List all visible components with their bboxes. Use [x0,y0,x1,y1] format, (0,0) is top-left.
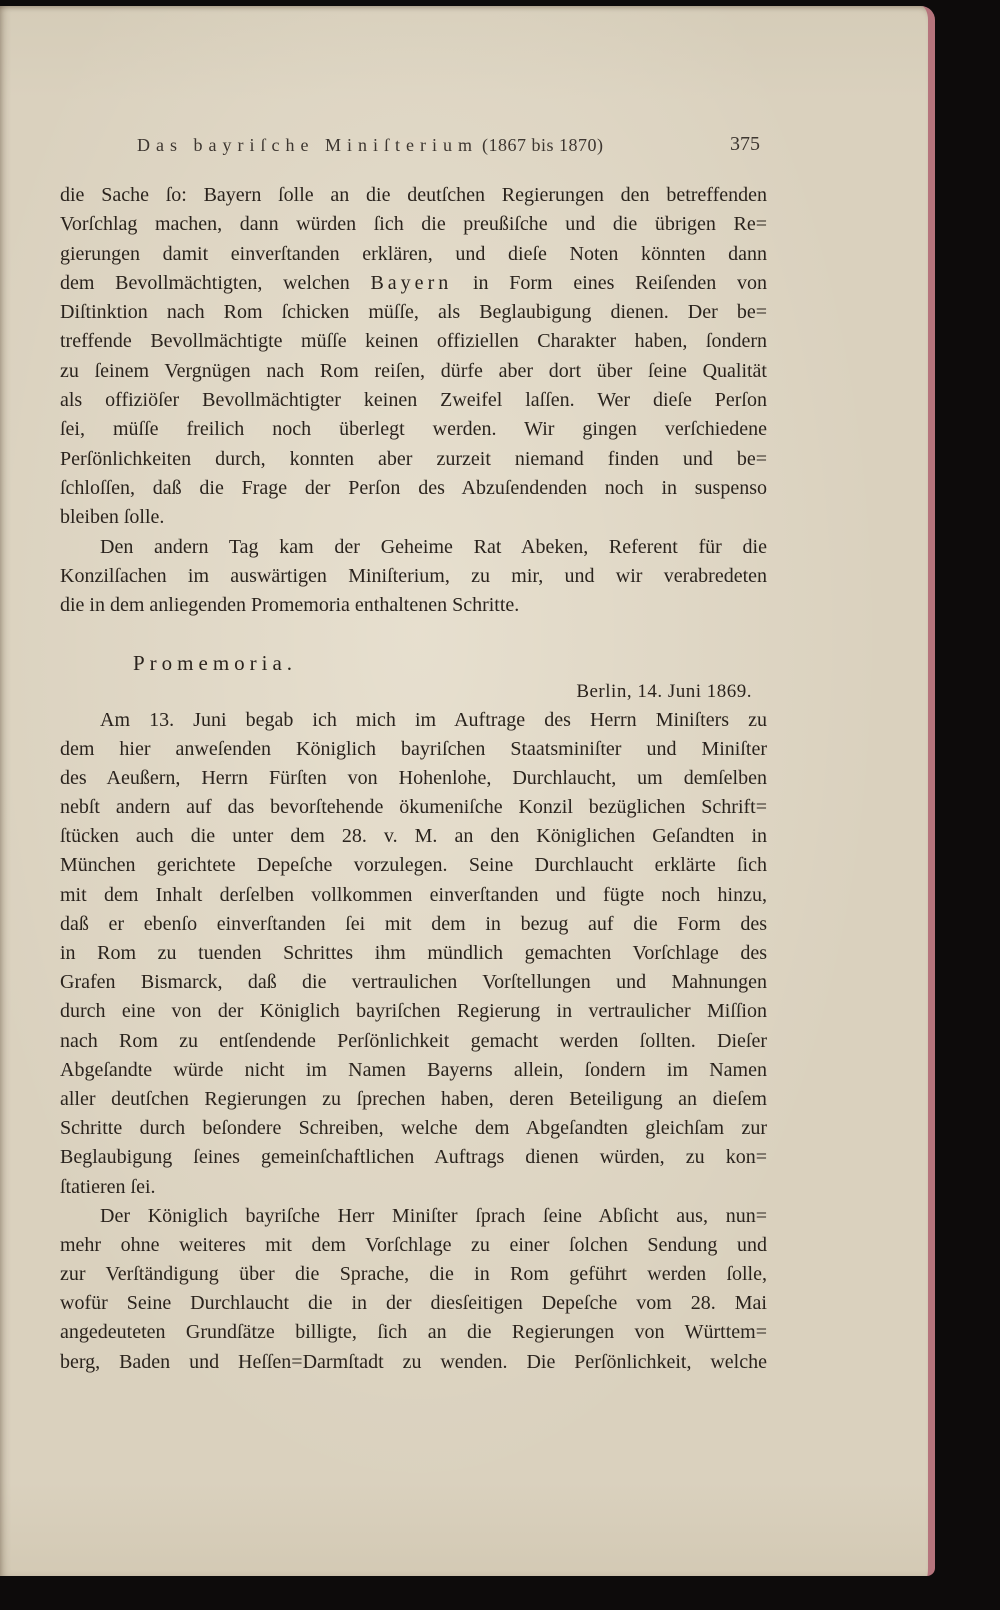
body-text-memo [60,706,767,1377]
text-line: München gerichtete Depeſche vorzulegen. Seine Durchlaucht erklärte ſich [60,854,767,877]
text-line: als offiziöſer Bevollmächtigter keinen Zweifel laſſen. Wer dieſe Perſon [60,389,767,412]
running-title-dates: (1867 bis 1870) [481,135,604,155]
spaced-word: Bayern [370,271,453,294]
text-line: Der Königlich bayriſche Herr Miniſter ſprach ſeine Abſicht aus, nun= [100,1204,767,1227]
text-segment: in Form eines Reiſenden von [452,271,767,294]
text-line: durch eine von der Königlich bayriſchen Regierung in vertraulicher Miſſion [60,1000,767,1023]
body-text-top [60,181,767,620]
text-line: die in dem anliegenden Promemoria enthaltenen Schritte. [60,594,520,617]
text-line: ſchloſſen, daß die Frage der Perſon des Abzuſendenden noch in suspenso [60,476,767,499]
text-line: angedeuteten Grundſätze billigte, ſich an die Regierungen von Württem= [60,1321,767,1344]
text-line: die Sache ſo: Bayern ſolle an die deutſchen Regierungen den betreffenden [60,184,767,206]
text-line: Den andern Tag kam der Geheime Rat Abeken, Referent für die [100,535,767,558]
text-line: gierungen damit einverſtanden erklären, und dieſe Noten könnten dann [60,242,767,265]
text-line: des Aeußern, Herrn Fürſten von Hohenlohe, Durchlaucht, um demſelben [60,766,767,789]
page-number: 375 [730,133,760,155]
text-line: nebſt andern auf das bevorſtehende ökumeniſche Konzil bezüglichen Schrift= [60,796,767,819]
text-line: Vorſchlag machen, dann würden ſich die preußiſche und die übrigen Re= [60,213,767,236]
text-line: berg, Baden und Heſſen=Darmſtadt zu wenden. Die Perſönlichkeit, welche [60,1350,767,1373]
paragraph [60,1202,767,1377]
text-line [60,269,767,298]
text-line: ſtatieren ſei. [60,1175,156,1198]
text-line: mehr ohne weiteres mit dem Vorſchlage zu einer ſolchen Sendung und [60,1233,767,1256]
text-line: Beglaubigung ſeines gemeinſchaftlichen Auftrags dienen würden, zu kon= [60,1146,767,1169]
text-line: Abgeſandte würde nicht im Namen Bayerns allein, ſondern im Namen [60,1058,767,1081]
running-title: Das bayriſche Miniſterium [137,135,478,155]
text-line: daß er ebenſo einverſtanden ſei mit dem in bezug auf die Form des [60,912,767,935]
book-page [0,6,935,1576]
text-line: in Rom zu tuenden Schrittes ihm mündlich gemachten Vorſchlage des [60,942,767,964]
text-line: aller deutſchen Regierungen zu ſprechen haben, deren Beteiligung an dieſem [60,1087,767,1110]
running-head [137,131,603,159]
text-line: ſtücken auch die unter dem 28. v. M. an den Königlichen Geſandten in [60,825,767,848]
text-line: dem hier anweſenden Königlich bayriſchen Staatsminiſter und Miniſter [60,737,767,760]
text-line: Schritte durch beſondere Schreiben, welche dem Abgeſandten gleichſam zur [60,1117,767,1140]
text-line: bleiben ſolle. [60,506,165,529]
text-line: Perſönlichkeiten durch, konnten aber zurzeit niemand finden und be= [60,447,767,470]
text-line: treffende Bevollmächtigte müſſe keinen offiziellen Charakter haben, ſondern [60,330,767,353]
text-line: wofür Seine Durchlaucht die in der diesſeitigen Depeſche vom 28. Mai [60,1292,767,1315]
text-line: zur Verſtändigung über die Sprache, die in Rom geführt werden ſolle, [60,1263,767,1286]
text-line: Grafen Bismarck, daß die vertraulichen Vorſtellungen und Mahnungen [60,971,767,994]
text-segment: dem Bevollmächtigten, welchen [60,271,371,294]
paragraph [60,181,767,533]
dateline: Berlin, 14. Juni 1869. [576,681,752,702]
text-line: ſei, müſſe freilich noch überlegt werden. Wir gingen verſchiedene [60,418,767,441]
text-line: Diſtinktion nach Rom ſchicken müſſe, als Beglaubigung dienen. Der be= [60,301,767,324]
paragraph [60,533,767,621]
text-line: Am 13. Juni begab ich mich im Auftrage des Herrn Miniſters zu [100,708,767,731]
text-line: nach Rom zu entſendende Perſönlichkeit gemacht werden ſollten. Dieſer [60,1029,767,1052]
paragraph [60,706,767,1202]
section-heading: Promemoria. [133,651,298,675]
text-line: mit dem Inhalt derſelben vollkommen einverſtanden und fügte noch hinzu, [60,883,767,906]
text-line: zu ſeinem Vergnügen nach Rom reiſen, dürfe aber dort über ſeine Qualität [60,359,767,382]
text-line: Konzilſachen im auswärtigen Miniſterium, zu mir, und wir verabredeten [60,564,767,587]
